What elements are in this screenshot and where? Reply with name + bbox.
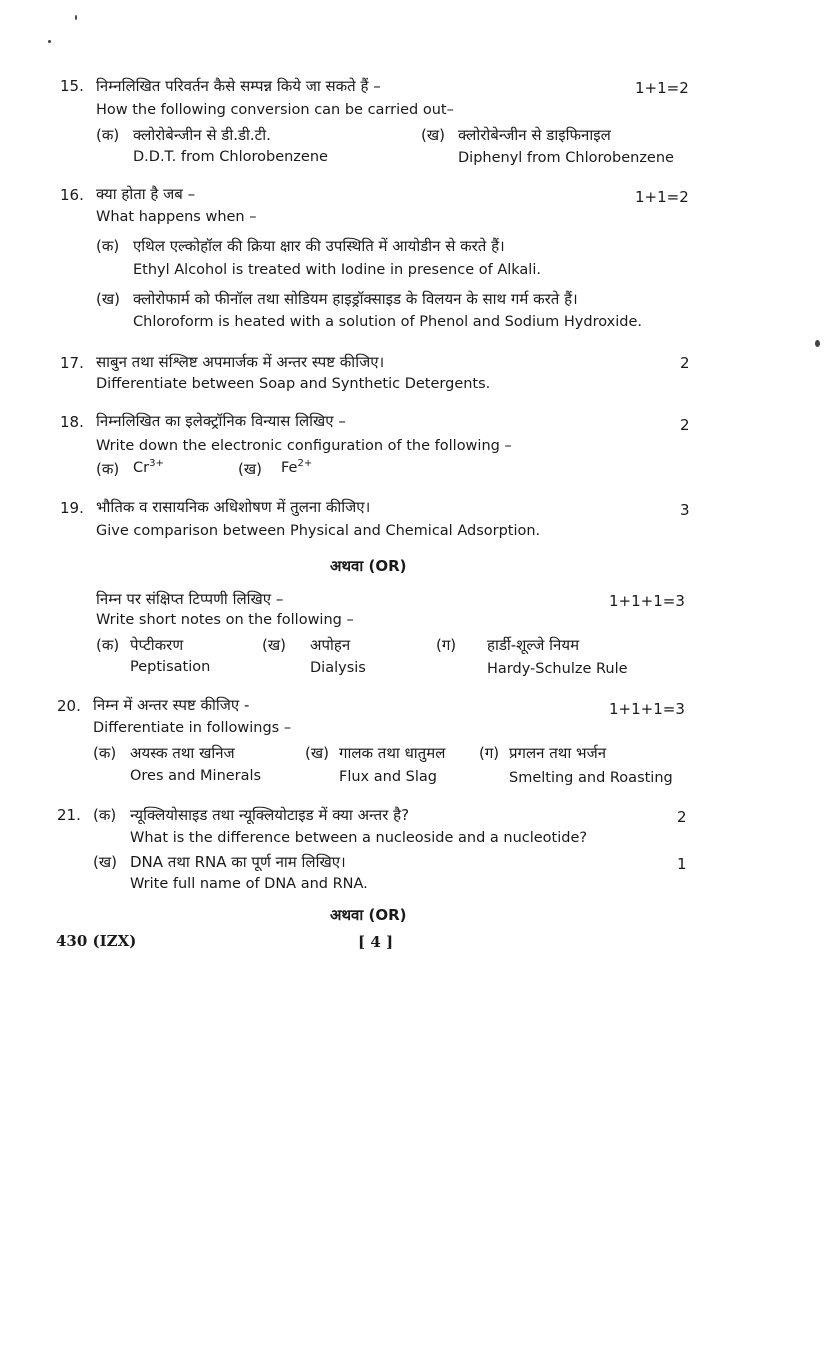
option-text-hindi: हार्डी-शूल्जे नियम [487,636,580,654]
option-label: (ख) [96,290,120,308]
alt-question-text-hindi: निम्न पर संक्षिप्त टिप्पणी लिखिए – [96,590,284,608]
question-number: 21. [57,806,81,824]
option-text-hindi: प्रगलन तथा भर्जन [509,744,607,762]
question-text-english: Write down the electronic configuration of the following – [96,438,512,454]
question-number: 18. [60,413,84,431]
ion-charge: 3+ [149,458,164,469]
ion-charge: 2+ [297,458,313,469]
alt-question-marks: 1+1+1=3 [609,592,685,610]
option-text-english: Peptisation [130,659,211,675]
option-text-hindi: क्लोरोफार्म को फीनॉल तथा सोडियम हाइड्रॉक्साइड के विलयन के साथ गर्म करते हैं। [133,290,578,308]
option-text-english: Diphenyl from Chlorobenzene [458,150,674,166]
question-text-hindi: निम्नलिखित का इलेक्ट्रॉनिक विन्यास लिखिए – [96,412,346,430]
option-text-english: Write full name of DNA and RNA. [130,876,368,892]
or-divider: अथवा (OR) [330,557,407,575]
option-label: (ख) [305,744,329,762]
option-text-hindi: पेप्टीकरण [130,636,184,654]
question-marks: 1+1=2 [635,188,689,206]
ion-symbol: Fe [281,460,298,476]
question-number: 20. [57,697,81,715]
question-text-english: Give comparison between Physical and Chemical Adsorption. [96,523,541,539]
question-number: 15. [60,77,84,95]
option-label: (ख) [421,126,445,144]
question-text-hindi: साबुन तथा संश्लिष्ट अपमार्जक में अन्तर स्पष्ट कीजिए। [96,353,385,371]
question-text-english: Differentiate in followings – [93,720,292,736]
option-text-english: What is the difference between a nucleoside and a nucleotide? [130,830,588,846]
scan-speck [815,340,820,347]
option-label: (ग) [436,636,457,654]
question-text-english: What happens when – [96,209,257,225]
option-text-english: Smelting and Roasting [509,770,673,786]
option-label: (ख) [93,853,117,871]
option-text-hindi: DNA तथा RNA का पूर्ण नाम लिखिए। [130,853,346,871]
option-label: (क) [96,636,120,654]
question-text-english: How the following conversion can be carried out– [96,102,454,118]
option-label: (ख) [238,460,262,478]
ion-fe [281,460,312,476]
option-text-english: Dialysis [310,660,366,676]
option-text-english: Chloroform is heated with a solution of Phenol and Sodium Hydroxide. [133,314,643,330]
question-marks: 2 [680,416,690,434]
question-text-hindi: क्या होता है जब – [96,185,196,203]
ion-cr [133,460,164,476]
option-label: (क) [93,744,117,762]
option-label: (क) [96,460,120,478]
option-marks: 2 [677,808,687,826]
question-marks: 1+1=2 [635,79,689,97]
option-text-hindi: अपोहन [310,636,351,654]
question-number: 19. [60,499,84,517]
option-label: (क) [96,237,120,255]
question-text-hindi: भौतिक व रासायनिक अधिशोषण में तुलना कीजिए। [96,498,371,516]
option-text-hindi: न्यूक्लियोसाइड तथा न्यूक्लियोटाइड में क्या अन्तर है? [130,806,410,824]
option-text-english: Ethyl Alcohol is treated with Iodine in presence of Alkali. [133,262,541,278]
question-marks: 1+1+1=3 [609,700,685,718]
option-label: (ग) [479,744,500,762]
page-number: [ 4 ] [358,933,394,951]
option-label: (क) [93,806,117,824]
question-text-hindi: निम्नलिखित परिवर्तन कैसे सम्पन्न किये जा सकते हैं – [96,77,381,95]
option-label: (ख) [262,636,286,654]
question-text-english: Differentiate between Soap and Synthetic Detergents. [96,376,491,392]
scan-speck [75,15,77,20]
question-number: 17. [60,354,84,372]
option-label: (क) [96,126,120,144]
question-number: 16. [60,186,84,204]
option-text-english: D.D.T. from Chlorobenzene [133,149,328,165]
question-marks: 3 [680,501,690,519]
option-text-hindi: क्लोरोबेन्जीन से डाइफिनाइल [458,126,611,144]
option-text-english: Hardy-Schulze Rule [487,661,628,677]
option-text-hindi: क्लोरोबेन्जीन से डी.डी.टी. [133,126,271,144]
option-text-english: Flux and Slag [339,769,437,785]
option-text-english: Ores and Minerals [130,768,262,784]
ion-symbol: Cr [133,460,150,476]
or-divider: अथवा (OR) [330,906,407,924]
option-text-hindi: एथिल एल्कोहॉल की क्रिया क्षार की उपस्थिति में आयोडीन से करते हैं। [133,237,505,255]
question-text-hindi: निम्न में अन्तर स्पष्ट कीजिए - [93,696,250,714]
option-text-hindi: अयस्क तथा खनिज [130,744,235,762]
alt-question-text-english: Write short notes on the following – [96,612,354,628]
option-text-hindi: गालक तथा धातुमल [339,744,446,762]
option-marks: 1 [677,855,687,873]
question-marks: 2 [680,354,690,372]
paper-code: 430 (IZX) [56,932,137,950]
scan-speck [48,40,51,43]
